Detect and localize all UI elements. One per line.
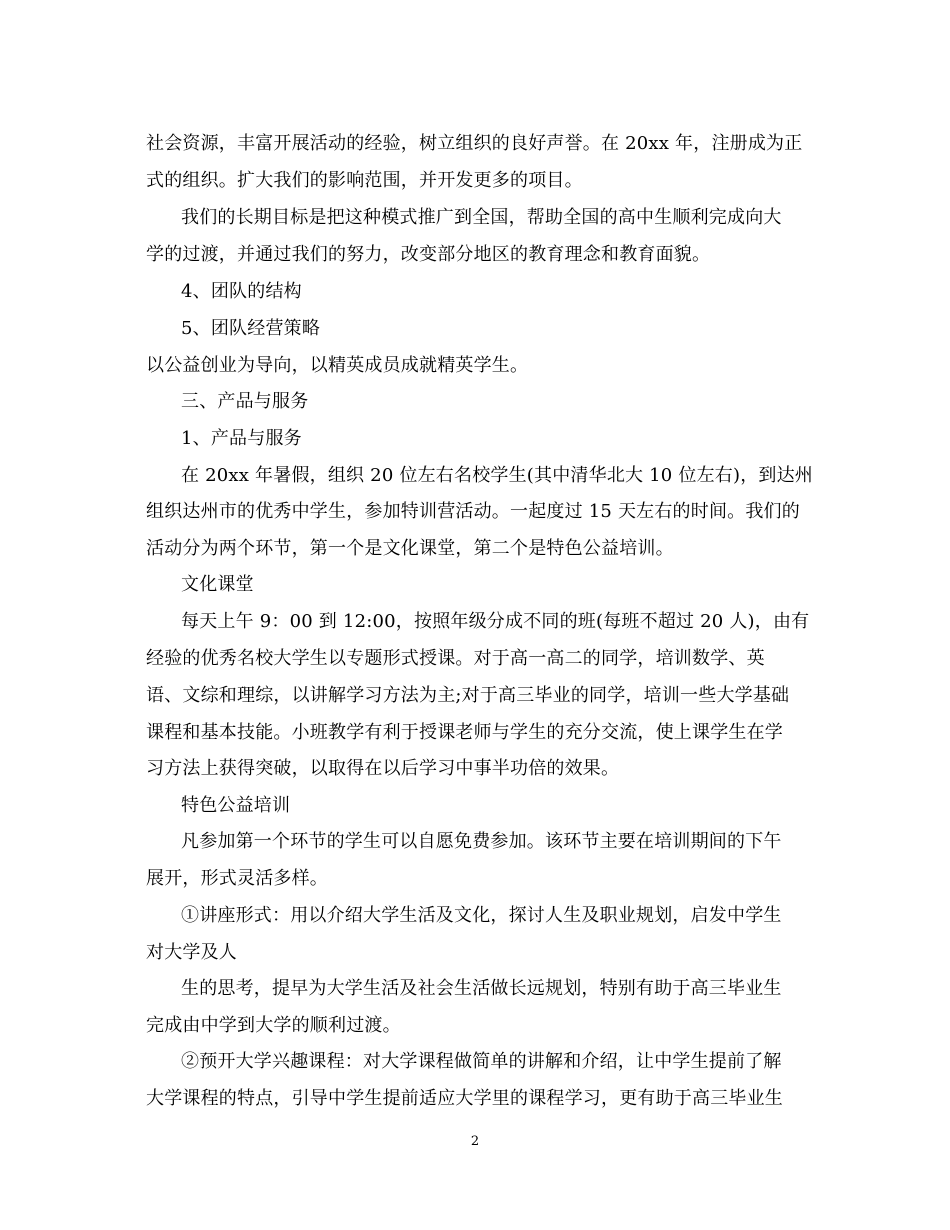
- text-line: 大学课程的特点，引导中学生提前适应大学里的课程学习，更有助于高三毕业生: [146, 1088, 783, 1109]
- text-line: 展开，形式灵活多样。: [146, 868, 328, 889]
- text-line: 学的过渡，并通过我们的努力，改变部分地区的教育理念和教育面貌。: [146, 244, 711, 265]
- text-line: 语、文综和理综，以讲解学习方法为主;对于高三毕业的同学，培训一些大学基础: [146, 685, 790, 706]
- text-line: 习方法上获得突破，以取得在以后学习中事半功倍的效果。: [146, 758, 620, 779]
- text-line: 以公益创业为导向，以精英成员成就精英学生。: [146, 355, 529, 376]
- text-line: 凡参加第一个环节的学生可以自愿免费参加。该环节主要在培训期间的下午: [181, 831, 782, 852]
- text-line: 社会资源，丰富开展活动的经验，树立组织的良好声誉。在 20xx 年，注册成为正: [146, 133, 803, 154]
- text-line: 每天上午 9：00 到 12:00，按照年级分成不同的班(每班不超过 20 人)，由有: [181, 611, 810, 632]
- text-line: 式的组织。扩大我们的影响范围，并开发更多的项目。: [146, 170, 583, 191]
- text-line: 经验的优秀名校大学生以专题形式授课。对于高一高二的同学，培训数学、英: [146, 648, 765, 669]
- subheading: 文化课堂: [181, 574, 254, 595]
- section-heading: 三、产品与服务: [181, 391, 309, 412]
- page-number: 2: [470, 1134, 480, 1149]
- section-heading: 1、产品与服务: [181, 428, 302, 449]
- text-line: 在 20xx 年暑假，组织 20 位左右名校学生(其中清华北大 10 位左右)，到达州: [181, 465, 813, 486]
- text-line: 课程和基本技能。小班教学有利于授课老师与学生的充分交流，使上课学生在学: [146, 722, 783, 743]
- text-line: ②预开大学兴趣课程：对大学课程做简单的讲解和介绍，让中学生提前了解: [181, 1051, 782, 1072]
- text-line: 对大学及人: [146, 942, 237, 963]
- text-line: ①讲座形式：用以介绍大学生活及文化，探讨人生及职业规划，启发中学生: [181, 905, 782, 926]
- section-heading: 5、团队经营策略: [181, 318, 321, 339]
- text-line: 我们的长期目标是把这种模式推广到全国，帮助全国的高中生顺利完成向大: [181, 207, 782, 228]
- text-line: 活动分为两个环节，第一个是文化课堂，第二个是特色公益培训。: [146, 538, 674, 559]
- text-line: 生的思考，提早为大学生活及社会生活做长远规划，特别有助于高三毕业生: [181, 978, 782, 999]
- subheading: 特色公益培训: [181, 795, 291, 816]
- text-line: 完成由中学到大学的顺利过渡。: [146, 1015, 401, 1036]
- text-line: 组织达州市的优秀中学生，参加特训营活动。一起度过 15 天左右的时间。我们的: [146, 501, 800, 522]
- section-heading: 4、团队的结构: [181, 281, 302, 302]
